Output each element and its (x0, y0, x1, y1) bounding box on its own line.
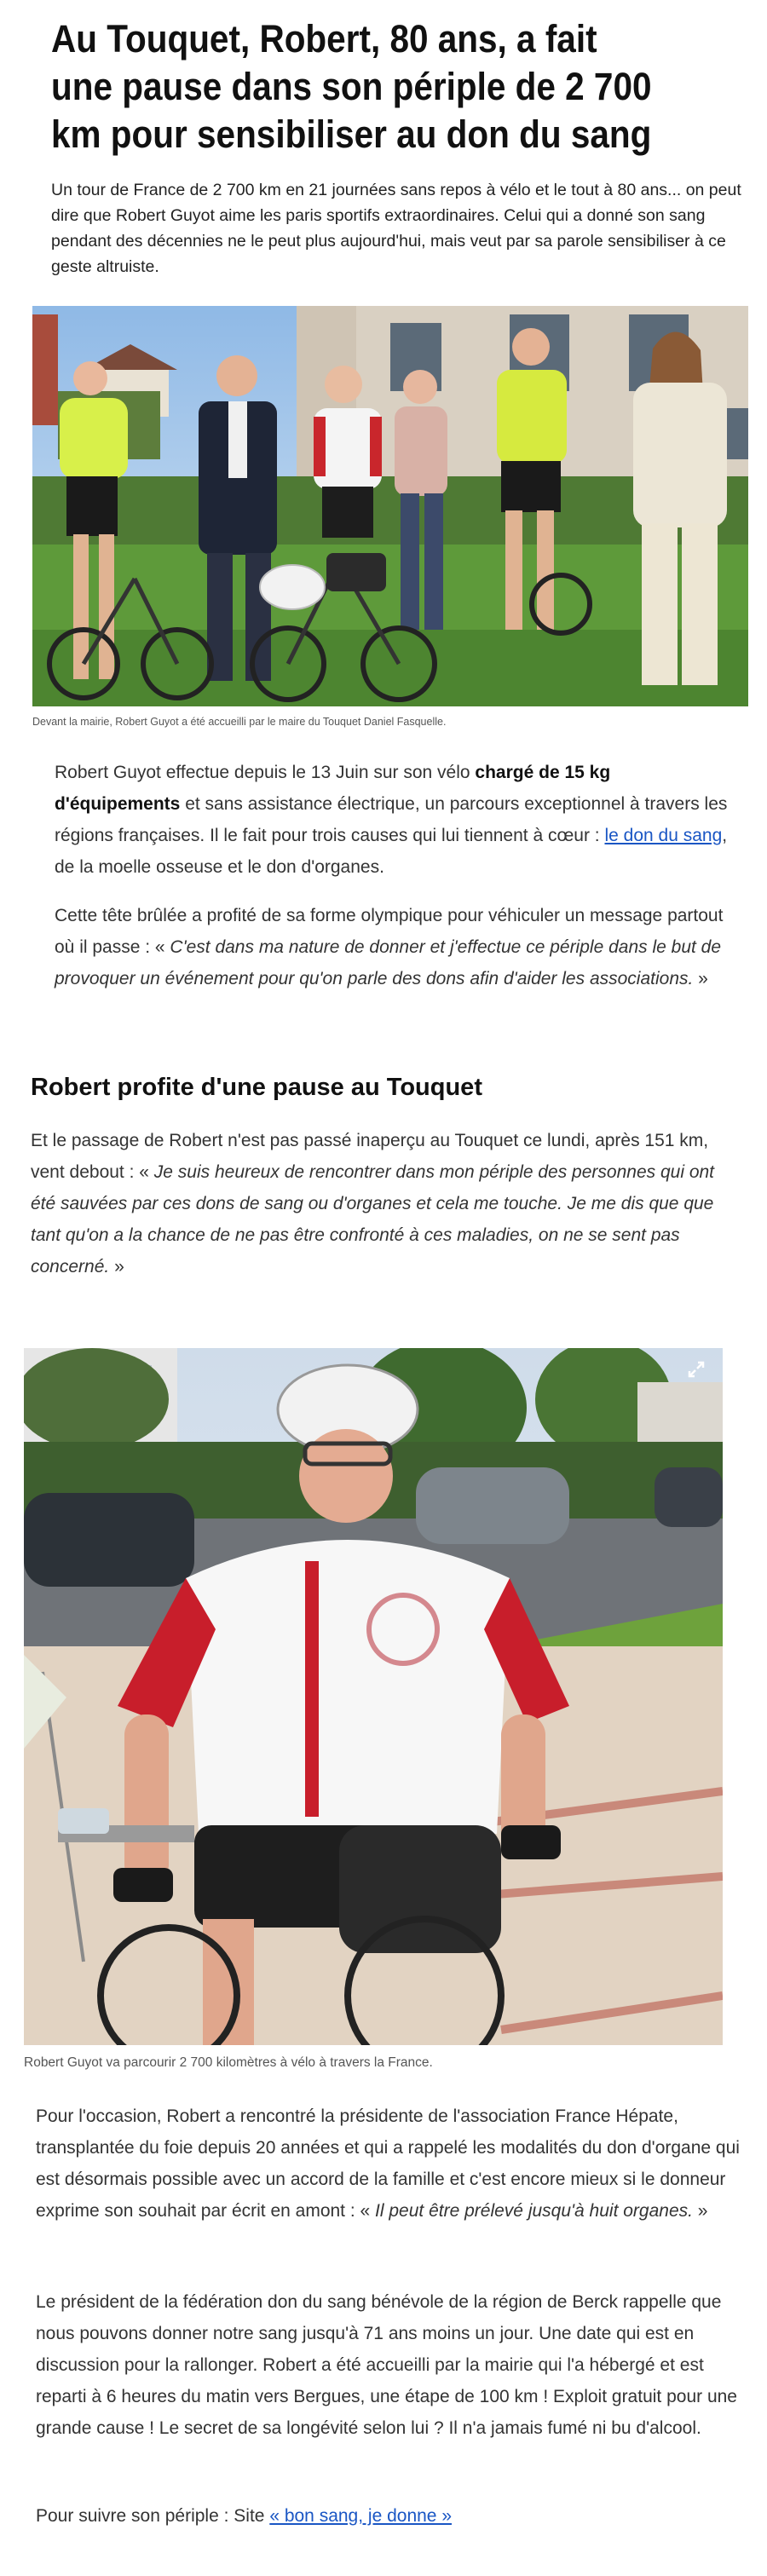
expand-icon[interactable] (687, 1360, 706, 1379)
article-headline: Au Touquet, Robert, 80 ans, a fait une pause dans son périple de 2 700 km pour sensibiliser au don du sang (51, 17, 652, 156)
text-segment: » (693, 969, 708, 988)
text-segment: » (109, 1257, 124, 1276)
paragraph-follow (36, 2500, 752, 2532)
quote-text: C'est dans ma nature de donner et j'effectue ce périple dans le but de provoquer un événement pour qu'on parle des dons afin d'aider les associations. (55, 937, 722, 988)
photo-caption: Robert Guyot va parcourir 2 700 kilomètres à vélo à travers la France. (24, 2055, 433, 2070)
quote-text: Il peut être prélevé jusqu'à huit organes. (375, 2201, 693, 2221)
text-segment: , de la moelle osseuse et le don d'organes. (55, 826, 728, 877)
text-segment: Pour l'occasion, Robert a rencontré la présidente de l'association France Hépate, transplantée du foie depuis 20 années et qui a rappelé les modalités du don d'organe qui est désormais possible avec un accord de la famille et c'est encore mieux si le donneur exprime son souhait par écrit en amont : « (36, 2106, 740, 2221)
paragraph-route (55, 757, 728, 883)
text-segment: » (692, 2201, 708, 2221)
paragraph-touquet (31, 1125, 738, 1282)
paragraph-message (55, 900, 736, 994)
article-lede: Un tour de France de 2 700 km en 21 journées sans repos à vélo et le tout à 80 ans... on peut dire que Robert Guyot aime les paris sportifs extraordinaires. Celui qui a donné son sang pendant des décennies ne le peut plus aujourd'hui, mais veut par sa parole sensibiliser à ce geste altruiste. (51, 181, 741, 276)
photo-caption: Devant la mairie, Robert Guyot a été accueilli par le maire du Touquet Daniel Fasquelle. (32, 716, 447, 728)
quote-text: Je suis heureux de rencontrer dans mon périple des personnes qui ont été sauvées par ces dons de sang ou d'organes et cela me touche. Je me dis que que tant qu'on a la chance de ne pas être confronté à ces maladies, on ne se sent pas concerné. (31, 1162, 715, 1276)
text-segment: Pour suivre son périple : Site (36, 2506, 270, 2526)
bon-sang-site-link[interactable]: « bon sang, je donne » (269, 2506, 452, 2526)
text-segment: Robert Guyot effectue depuis le 13 Juin sur son vélo (55, 763, 476, 782)
don-du-sang-link[interactable]: le don du sang (604, 826, 723, 845)
paragraph-france-hepate (36, 2101, 752, 2227)
text-segment: Et le passage de Robert n'est pas passé inaperçu au Touquet ce lundi, après 151 km, vent debout : « (31, 1131, 709, 1182)
paragraph-federation: Le président de la fédération don du sang bénévole de la région de Berck rappelle que nous pouvons donner notre sang jusqu'à 71 ans moins un jour. Une date qui est en discussion pour la rallonger. Robert a été accueilli par la mairie qui l'a hébergé et est reparti à 6 heures du matin vers Bergues, une étape de 100 km ! Exploit gratuit pour une grande cause ! Le secret de sa longévité selon lui ? Il n'a jamais fumé ni bu d'alcool. (36, 2292, 737, 2438)
bold-text: chargé de 15 kg d'équipements (55, 763, 611, 814)
cyclist-photo (24, 1348, 723, 2045)
text-segment: et sans assistance électrique, un parcours exceptionnel à travers les régions françaises. Il le fait pour trois causes qui lui tiennent à cœur : (55, 794, 728, 845)
section-heading: Robert profite d'une pause au Touquet (31, 1074, 482, 1101)
text-segment: Cette tête brûlée a profité de sa forme olympique pour véhiculer un message partout où il passe : « (55, 906, 724, 957)
group-photo (32, 306, 748, 706)
